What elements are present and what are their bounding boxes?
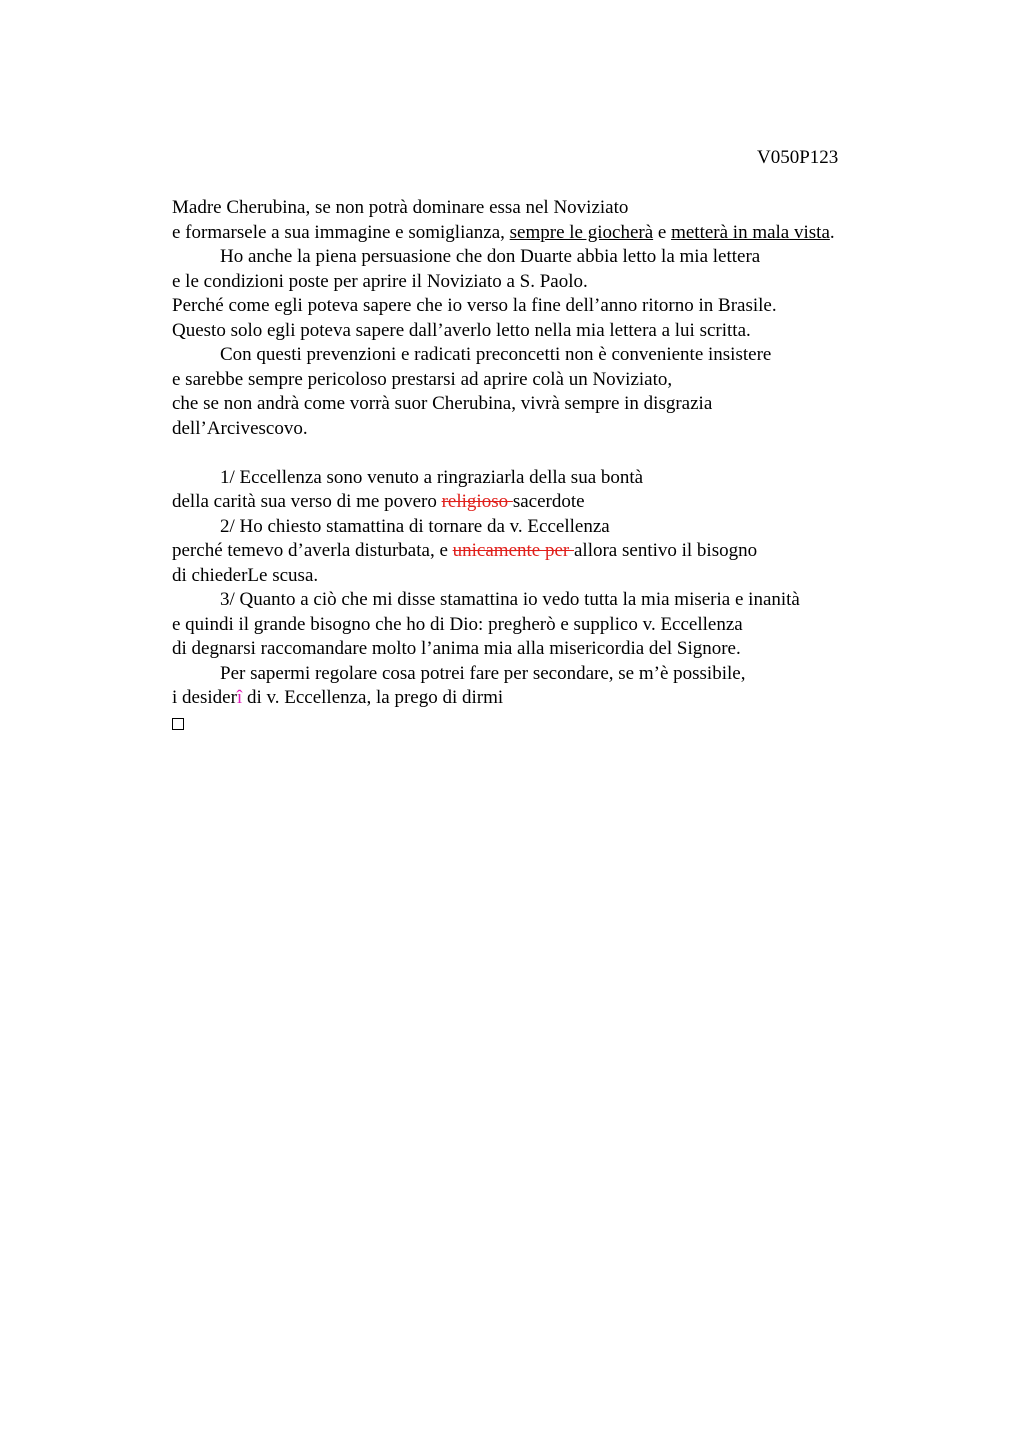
- text-line: di degnarsi raccomandare molto l’anima mia alla misericordia del Signore.: [172, 638, 741, 659]
- text-line: [172, 221, 932, 246]
- deleted-text: unicamente per: [452, 540, 574, 561]
- text-line: Ho anche la piena persuasione che don Duarte abbia letto la mia lettera: [220, 246, 761, 267]
- text-line: e quindi il grande bisogno che ho di Dio: pregherò e supplico v. Eccellenza: [172, 613, 743, 635]
- text-span: i desider: [172, 687, 237, 708]
- text-line: Madre Cherubina, se non potrà dominare essa nel Noviziato: [172, 197, 629, 218]
- text-span: perché temevo d’averla disturbata, e: [172, 540, 453, 561]
- end-marker: [172, 711, 932, 736]
- text-span: di v. Eccellenza, la prego di dirmi: [242, 687, 504, 708]
- corrected-text: î: [236, 687, 243, 708]
- text-line: [172, 490, 932, 515]
- text-line: dell’Arcivescovo.: [172, 417, 308, 439]
- text-span: .: [829, 221, 835, 243]
- transcription-text: [172, 196, 932, 735]
- underlined-text: sempre le giocherà: [509, 221, 654, 243]
- text-line: [172, 686, 932, 711]
- text-line: Questo solo egli poteva sapere dall’averlo letto nella mia lettera a lui scritta.: [172, 319, 751, 341]
- checkbox-icon: [172, 718, 184, 730]
- text-span: e: [653, 221, 672, 243]
- text-line: [172, 539, 932, 564]
- text-line: Con questi prevenzioni e radicati preconcetti non è conveniente insistere: [220, 344, 772, 365]
- text-line: di chiederLe scusa.: [172, 564, 319, 586]
- text-span: e formarsele a sua immagine e somiglianza,: [172, 221, 510, 243]
- underlined-text: metterà in mala vista: [671, 221, 830, 243]
- text-span: allora sentivo il bisogno: [573, 540, 758, 561]
- deleted-text: religioso: [441, 491, 513, 512]
- text-span: della carità sua verso di me povero: [172, 491, 442, 512]
- text-line: 2/ Ho chiesto stamattina di tornare da v. Eccellenza: [220, 515, 610, 537]
- text-span: sacerdote: [512, 491, 585, 512]
- text-line: e sarebbe sempre pericoloso prestarsi ad aprire colà un Noviziato,: [172, 368, 673, 390]
- text-line: che se non andrà come vorrà suor Cherubina, vivrà sempre in disgrazia: [172, 393, 713, 414]
- text-line: 1/ Eccellenza sono venuto a ringraziarla della sua bontà: [220, 466, 644, 488]
- text-line: 3/ Quanto a ciò che mi disse stamattina io vedo tutta la mia miseria e inanità: [220, 589, 800, 610]
- page-id: V050P123: [757, 147, 839, 168]
- text-line: e le condizioni poste per aprire il Noviziato a S. Paolo.: [172, 270, 588, 292]
- blank-line: [172, 441, 932, 466]
- text-line: Perché come egli poteva sapere che io verso la fine dell’anno ritorno in Brasile.: [172, 295, 777, 316]
- text-line: Per sapermi regolare cosa potrei fare per secondare, se m’è possibile,: [220, 662, 746, 684]
